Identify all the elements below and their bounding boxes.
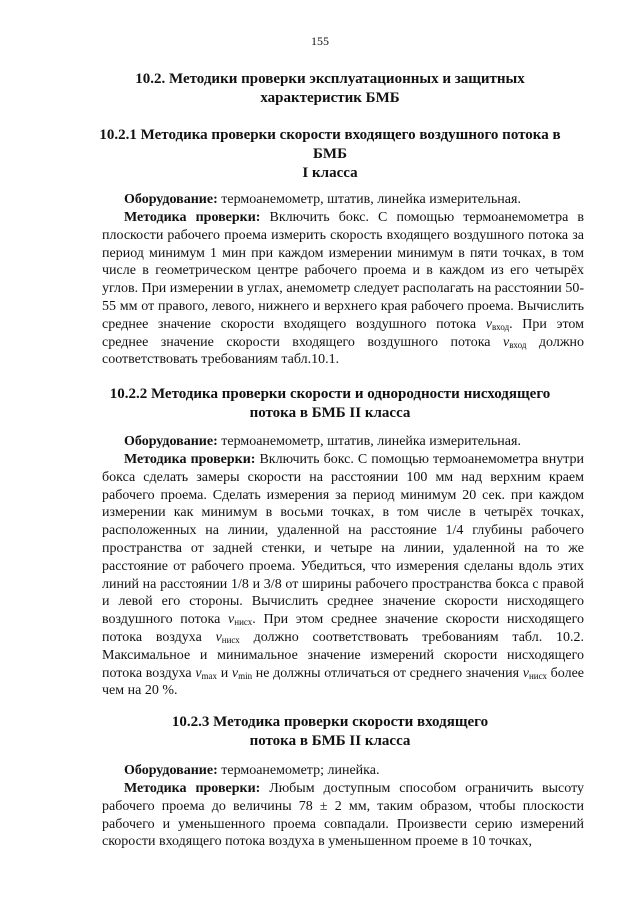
subscript-min: min [238,670,253,681]
subsection-1022-heading [95,385,565,423]
paragraph-1023-method [102,780,584,851]
equipment-label: Оборудование: [124,434,218,449]
method-text: Любым доступным способом ограничить высоту рабочего проема до величины 78 ± 2 мм, таким образом, чтобы плоскости рабочего и уменьшенного проема совпадали. Произвести серию измерений скорости входящего потока воздуха в уменьшенном проеме в 10 точках, [102,781,584,850]
subsection-1021-heading [95,126,565,183]
method-text: более чем на 20 %. [102,665,584,699]
paragraph-1021-equipment [102,191,584,209]
variable-v: v [215,629,222,645]
method-text: . При этом среднее значение скорости входящего воздушного потока [102,316,584,350]
subscript-nish: нисх [234,617,253,628]
variable-v: v [228,612,235,628]
paragraph-1022-equipment [102,433,584,451]
variable-v: v [485,316,492,332]
equipment-text: термоанемометр, штатив, линейка измерительная. [217,192,521,207]
method-text: должно соответствовать требованиям табл.10.1. [102,334,584,368]
method-text: . При этом среднее значение скорости нисходящего потока воздуха [102,612,584,645]
equipment-text: термоанемометр; линейка. [217,763,380,778]
section-title-line1: 10.2. Методики проверки эксплуатационных и защитных [135,71,525,87]
equipment-label: Оборудование: [124,763,218,778]
method-label: Методика проверки: [124,781,261,796]
heading-1023-line2: потока в БМБ II класса [249,733,411,749]
variable-v: v [522,665,529,681]
method-label: Методика проверки: [124,452,256,467]
equipment-label: Оборудование: [124,192,218,207]
heading-1021-line3: I класса [302,165,358,181]
method-text: не должны отличаться от среднего значения [252,665,523,681]
heading-1021-line1: 10.2.1 Методика проверки скорости входящего воздушного потока в [99,127,561,143]
subscript-vhod: вход [491,321,510,332]
heading-1021-line2: БМБ [313,146,347,162]
variable-v: v [195,665,202,681]
method-text: Включить бокс. С помощью термоанемометра в плоскости рабочего проема измерить скорость входящего воздушного потока за период минимум 1 мин при каждом измерении минимум в пяти точках, в том числе в геометрическом центре рабочего проема и в каждом из его четырёх углов. При измерении в углах, анемометр следует располагать на расстоянии 50-55 мм от правого, левого, нижнего и верхнего края рабочего проема. Вычислить среднее значение скорости входящего воздушного потока [102,210,584,332]
method-text: должно соответствовать требованиям табл. 10.2. Максимальное и минимальное значение измерений скорости нисходящего потока воздуха [102,629,584,681]
equipment-text: термоанемометр, штатив, линейка измерительная. [217,434,521,449]
heading-1022-line2: потока в БМБ II класса [249,405,411,421]
section-title [95,70,565,108]
section-title-line2: характеристик БМБ [260,90,400,106]
subsection-1023-heading [95,713,565,751]
method-label: Методика проверки: [124,210,261,225]
paragraph-1021-method [102,209,584,369]
method-text: Включить бокс. С помощью термоанемометра внутри бокса сделать замеры скорости на расстоянии 100 мм над верхним краем рабочего проема. Сделать измерения за период минимум 20 сек. при каждом измерении как минимум в восьми точках, в том числе в четырёх точках, расположенных на линии, удаленной на расстояние 1/4 глубины рабочего пространства от задней стенки, и четыре на линии, удаленной на то же расстояние от рабочего проема. Убедиться, что измерения сделаны вдоль этих линий на расстоянии 1/8 и 3/8 от ширины рабочего пространства бокса с правой и левой его стороны. Вычислить среднее значение скорости нисходящего воздушного потока [102,452,584,628]
subscript-vhod: вход [509,339,527,350]
subscript-nish: нисх [221,634,240,645]
variable-v: v [502,334,510,350]
paragraph-1022-method [102,451,584,700]
page-number: 155 [311,34,329,48]
method-text: и [217,665,232,681]
heading-1022-line1: 10.2.2 Методика проверки скорости и однородности нисходящего [109,386,551,402]
paragraph-1023-equipment [102,762,584,780]
heading-1023-line1: 10.2.3 Методика проверки скорости входящего [171,714,489,730]
variable-v: v [231,665,239,681]
subscript-nish: нисх [528,670,547,681]
subscript-max: max [201,670,218,681]
